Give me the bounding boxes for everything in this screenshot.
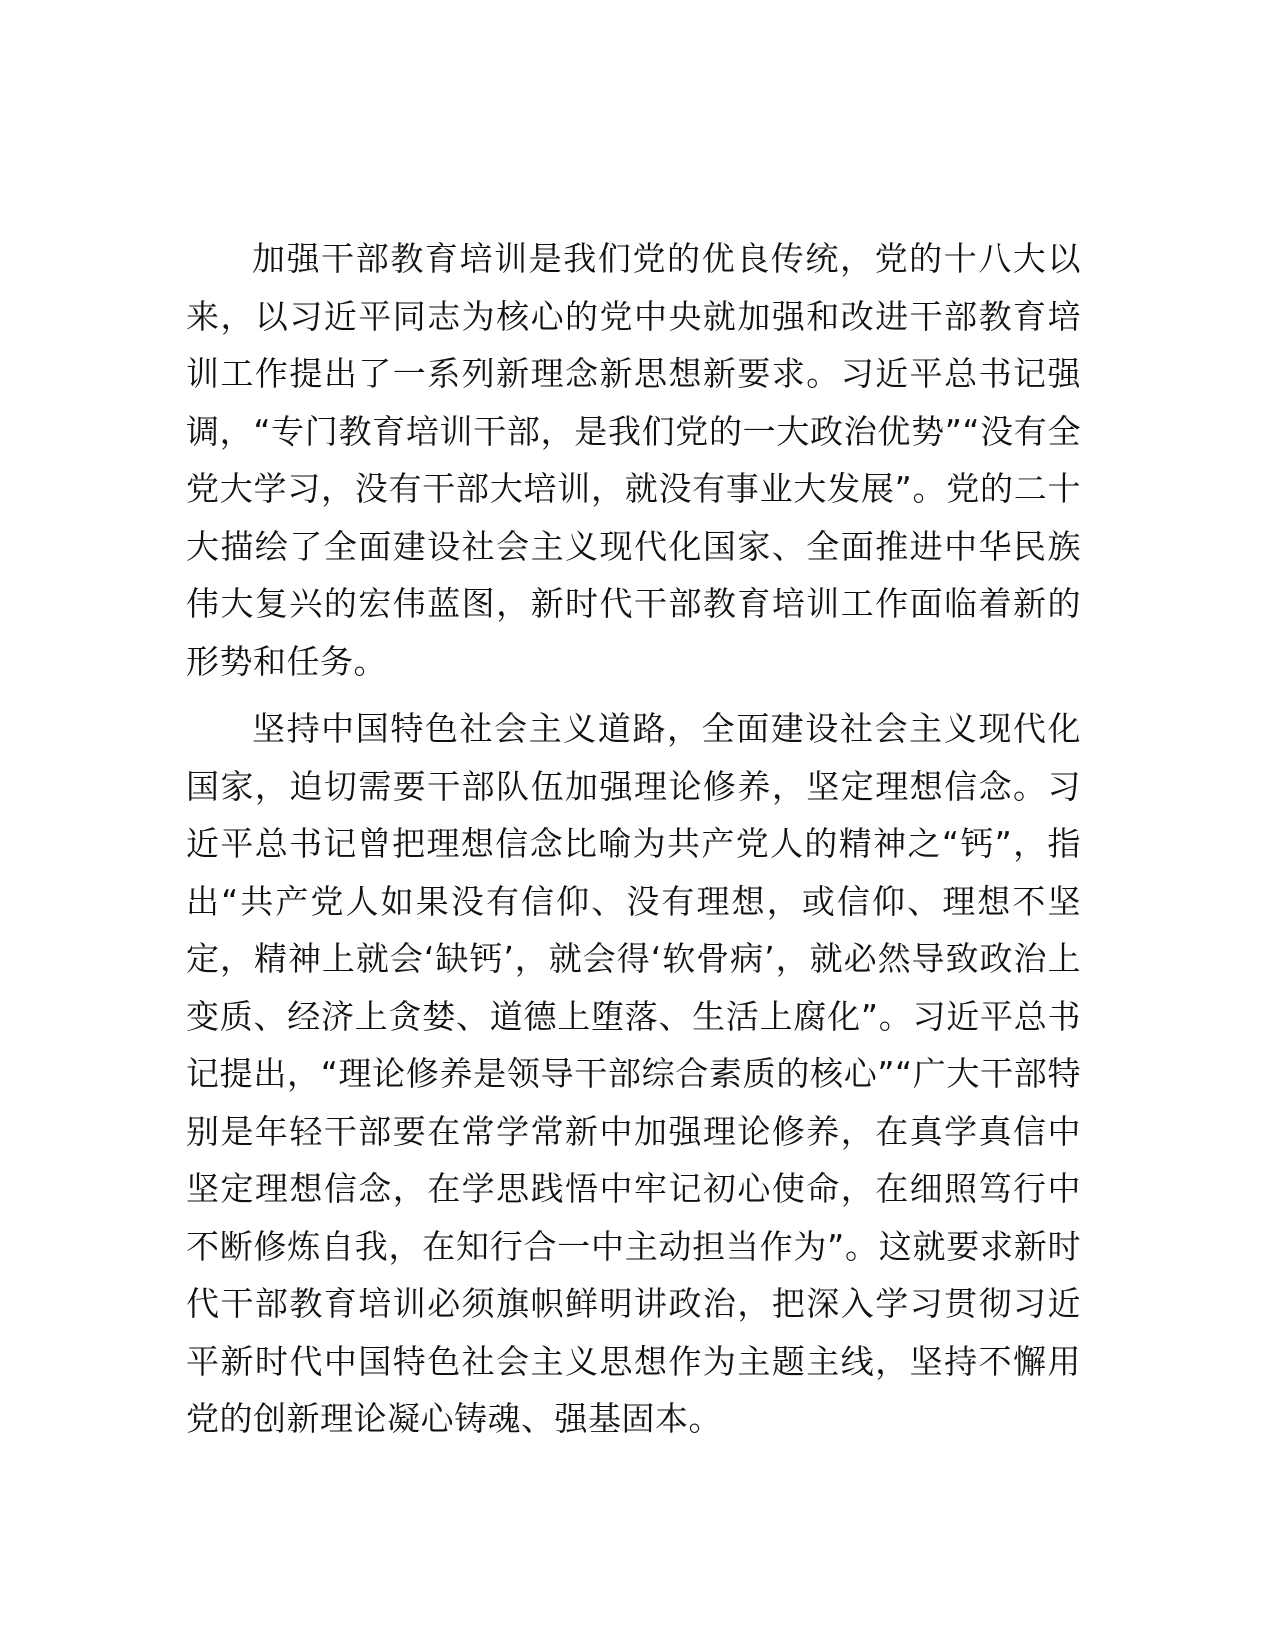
paragraph-2: 坚持中国特色社会主义道路，全面建设社会主义现代化国家，迫切需要干部队伍加强理论修养，坚定理想信念。习近平总书记曾把理想信念比喻为共产党人的精神之“钙”，指出“共产党人如果没有信仰、没有理想，或信仰、理想不坚定，精神上就会‘缺钙’，就会得‘软骨病’，就必然导致政治上变质、经济上贪婪、道德上堕落、生活上腐化”。习近平总书记提出，“理论修养是领导干部综合素质的核心”“广大干部特别是年轻干部要在常学常新中加强理论修养，在真学真信中坚定理想信念，在学思践悟中牢记初心使命，在细照笃行中不断修炼自我，在知行合一中主动担当作为”。这就要求新时代干部教育培训必须旗帜鲜明讲政治，把深入学习贯彻习近平新时代中国特色社会主义思想作为主题主线，坚持不懈用党的创新理论凝心铸魂、强基固本。 xyxy=(186,709,1081,1438)
document-body xyxy=(186,230,1081,1458)
paragraph-1: 加强干部教育培训是我们党的优良传统，党的十八大以来，以习近平同志为核心的党中央就加强和改进干部教育培训工作提出了一系列新理念新思想新要求。习近平总书记强调，“专门教育培训干部，是我们党的一大政治优势”“没有全党大学习，没有干部大培训，就没有事业大发展”。党的二十大描绘了全面建设社会主义现代化国家、全面推进中华民族伟大复兴的宏伟蓝图，新时代干部教育培训工作面临着新的形势和任务。 xyxy=(186,239,1081,681)
